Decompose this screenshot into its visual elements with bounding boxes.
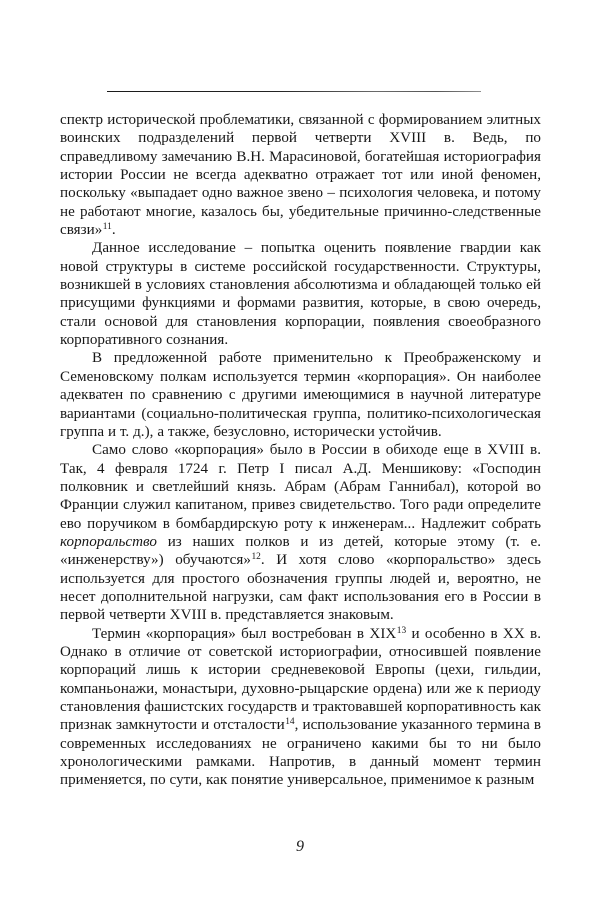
p-continued-spektr: спектр исторической проблематики, связанной с формированием элитных воинских подразделений первой четверти XVIII в. Ведь, по справедливому замечанию В.Н. Марасиновой, богатейшая историография истории России не всегда адекватно отражает тот или иной феномен, поскольку «выпадает одно важное звено – психология человека, и потому не работают многие, казалось бы, убедительные причинно-следственные связи»$^{11}$. xyxy=(60,112,541,239)
p-dannoe-issledovanie: Данное исследование – попытка оценить появление гвардии как новой структуры в системе российской государственности. Структуры, возникшей в условиях становления абсолютизма и обладающей только ей присущими функциями и формами развития, которые, в свою очередь, стали основой для становления корпорации, появления своеобразного корпоративного сознания. xyxy=(60,240,541,349)
emphasized-term: корпоральство xyxy=(60,533,157,550)
footnote-marker[interactable]: 11 xyxy=(102,222,112,233)
body-text-column xyxy=(60,111,541,790)
footnote-marker[interactable]: 14 xyxy=(285,717,295,728)
page-number: 9 xyxy=(296,838,304,855)
p-v-predlozhennoy-rabote: В предложенной работе применительно к Преображенскому и Семеновскому полкам используется термин «корпорация». Он наиболее адекватен по сравнению с другими имеющимися в научной литературе вариантами (социально-политическая группа, политико-психологическая группа и т. д.), а также, безусловно, исторически устойчив. xyxy=(60,350,541,440)
p-samo-slovo-korporaciya: Само слово «корпорация» было в России в обиходе еще в XVIII в. Так, 4 февраля 1724 г. Петр I писал А.Д. Меншикову: «Господин полковник и светлейший князь. Абрам (Абрам Ганнибал), которой во Франции служил капитаном, привез свидетельство. Того ради определите ево поручиком в бомбардирскую роту к инженерам... Надлежит собрать корпоральство из наших полков и из детей, которые этому (т. е. «инженерству») обучаются»$^{12}$. И хотя слово «корпоральство» здесь используется для простого обозначения группы людей и, вероятно, не несет дополнительной нагрузки, сам факт использования его в России в первой четверти XVIII в. представляется знаковым. xyxy=(60,442,542,624)
footnote-marker[interactable]: 13 xyxy=(396,625,407,636)
p-termin-korporaciya: Термин «корпорация» был востребован в XIX$^{13}$ и особенно в XX в. Однако в отличие от советской историографии, относившей появление корпораций лишь к истории средневековой Европы (цехи, гильдии, компаньонажи, монастыри, духовно-рыцарские ордена) или же к периоду становления фашистских государств и трактовавшей корпоративность как признак замкнутости и отсталости$^{14}$, использование указанного термина в современных исследованиях не ограничено какими бы то ни было хронологическими рамками. Напротив, в данный момент термин применяется, по сути, как понятие универсальное, применимое к разным xyxy=(60,625,541,789)
header-rule xyxy=(107,91,481,92)
footnote-marker[interactable]: 12 xyxy=(251,552,261,563)
